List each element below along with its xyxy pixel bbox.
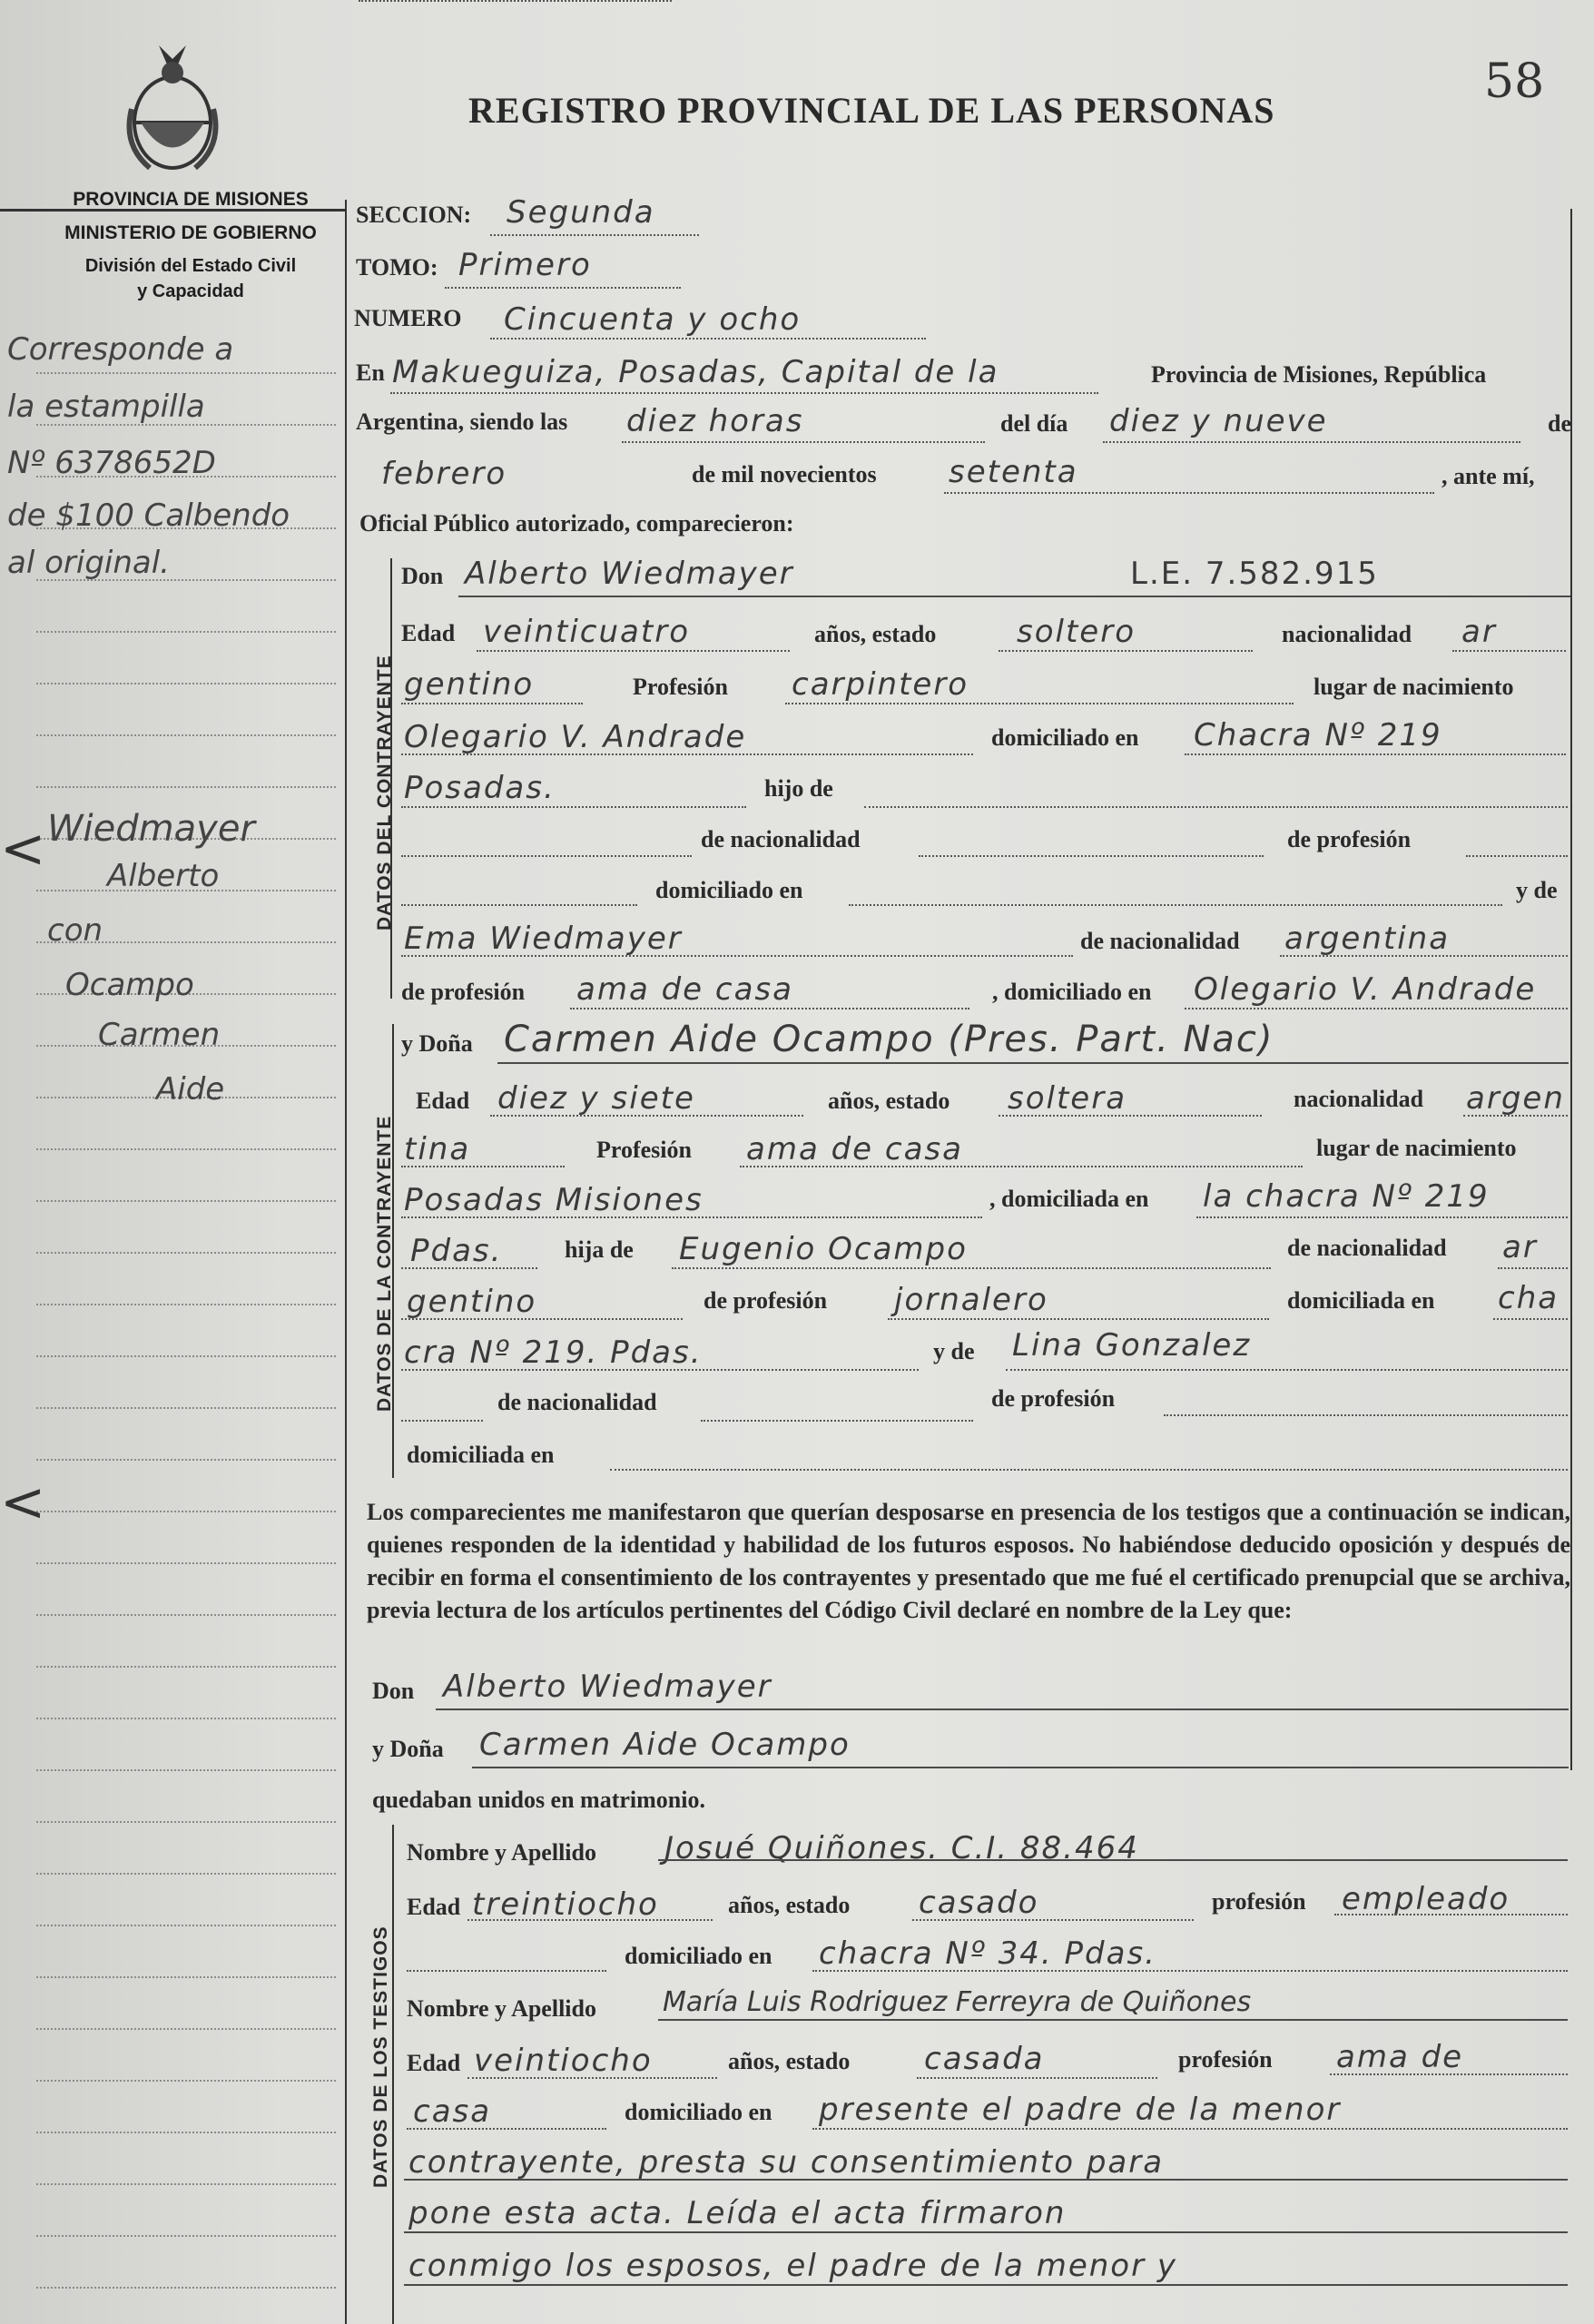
contrayente-section-label: DATOS DEL CONTRAYENTE	[374, 655, 395, 931]
page-title: REGISTRO PROVINCIAL DE LAS PERSONAS	[468, 90, 1275, 131]
margin-line	[36, 1873, 336, 1875]
domicilio-line	[1185, 753, 1566, 755]
note-rule	[404, 2179, 1568, 2181]
t1-dom-line	[812, 1970, 1568, 1972]
anio-line	[944, 492, 1434, 494]
anio-value: setenta	[949, 454, 1078, 490]
f-madre-prof-line	[1164, 1414, 1568, 1416]
domicilio-value: Chacra Nº 219	[1194, 717, 1442, 753]
margin-line	[36, 683, 336, 684]
don-label: Don	[401, 563, 444, 589]
margin-line	[36, 631, 336, 633]
margin-note-line: Nº 6378652D	[7, 445, 216, 481]
de-label: de	[1548, 410, 1571, 437]
f-domicilio-line	[1196, 1216, 1568, 1218]
margin-note-line: la estampilla	[7, 389, 205, 425]
f-y-de-label: y de	[933, 1338, 975, 1364]
f-padre-line	[672, 1267, 1271, 1269]
numero-line	[490, 338, 926, 340]
margin-line	[36, 1666, 336, 1668]
f-lugar-label: lugar de nacimiento	[1316, 1135, 1517, 1161]
f-name-line	[497, 1062, 1569, 1064]
en-label: En	[356, 359, 385, 386]
margin-note-line: al original.	[7, 545, 170, 581]
f-estado-line	[999, 1115, 1262, 1117]
f-padre-dom-line	[1493, 1318, 1568, 1320]
margin-name-line: Ocampo	[65, 967, 194, 1003]
t1-dom-label: domiciliado en	[625, 1943, 772, 1969]
hora-value: diez horas	[626, 403, 804, 439]
f-lugar-value: Posadas Misiones	[404, 1182, 704, 1218]
margin-line	[36, 1511, 336, 1512]
f-nacionalidad-cont: tina	[404, 1131, 471, 1167]
contrayente-f-name: Carmen Aide Ocampo (Pres. Part. Nac)	[504, 1019, 1274, 1060]
margin-line	[36, 2080, 336, 2082]
testigos-section-label: DATOS DE LOS TESTIGOS	[370, 1925, 391, 2188]
madre-prof-line	[570, 1008, 969, 1009]
margin-line	[36, 1769, 336, 1771]
margin-name-line: con	[47, 912, 103, 949]
f-anios-estado-label: años, estado	[828, 1088, 950, 1114]
t2-prof-label: profesión	[1178, 2046, 1273, 2073]
madre-nac-label: de nacionalidad	[1080, 928, 1240, 954]
f-padre-value: Eugenio Ocampo	[679, 1231, 968, 1267]
profesion-value: carpintero	[792, 666, 969, 703]
f-padre-dom-value: cha	[1498, 1280, 1560, 1316]
padre-nac-label: de nacionalidad	[701, 826, 861, 852]
f-domicilio-value: la chacra Nº 219	[1203, 1178, 1490, 1215]
estado-value: soltero	[1017, 614, 1136, 650]
t1-dom-value: chacra Nº 34. Pdas.	[819, 1935, 1156, 1972]
argentina-label: Argentina, siendo las	[356, 409, 568, 435]
t2-note-line: pone esta acta. Leída el acta firmaron	[408, 2195, 1067, 2231]
madre-line	[401, 955, 1073, 957]
profesion-line	[785, 703, 1294, 704]
margin-name-line: Alberto	[107, 858, 220, 894]
t1-nombre-value: Josué Quiñones. C.I. 88.464	[664, 1830, 1139, 1866]
ministry-label: MINISTERIO DE GOBIERNO	[64, 222, 317, 243]
f-madre-line	[1006, 1369, 1568, 1371]
madre-prof-label: de profesión	[401, 979, 526, 1005]
madre-dom-value: Olegario V. Andrade	[1194, 971, 1537, 1008]
tomo-line	[445, 287, 681, 289]
margin-name-line: Wiedmayer	[47, 808, 255, 850]
margin-line	[36, 1976, 336, 1978]
f-padre-dom-cont-line	[401, 1369, 919, 1371]
nacionalidad-line-cont	[401, 703, 583, 704]
margin-line	[36, 2183, 336, 2185]
y-de-label: y de	[1516, 877, 1558, 903]
f-estado-value: soltera	[1008, 1080, 1127, 1117]
provincia-label: Provincia de Misiones, República	[1151, 361, 1487, 388]
margin-line	[36, 372, 336, 374]
margin-line	[36, 1200, 336, 1202]
margin-bracket-mark: <	[0, 817, 46, 881]
t2-dom-label: domiciliado en	[625, 2099, 772, 2125]
coat-of-arms-icon	[123, 36, 222, 172]
margin-bracket-mark: <	[0, 1471, 46, 1534]
decl-dona-value: Carmen Aide Ocampo	[479, 1727, 851, 1763]
margin-line	[36, 1718, 336, 1719]
testigos-bracket	[392, 1825, 394, 2324]
declaration-paragraph: Los comparecientes me manifestaron que querían desposarse en presencia de los testigos que a continuación se indican, quienes responden de la identidad y habilidad de los futuros esposos. No habiéndose deducido oposición y después de recibir en forma el consentimiento de los contrayentes y presentado que me fué el certificado prenupcial que se archiva, previa lectura de los artículos pertinentes del Código Civil declaré en nombre de la Ley que:	[367, 1499, 1570, 1623]
f-padre-dom-label: domiciliada en	[1287, 1287, 1435, 1314]
madre-prof-value: ama de casa	[576, 971, 793, 1008]
dia-value: diez y nueve	[1109, 403, 1328, 439]
mes-line	[359, 0, 672, 2]
f-nacionalidad-cont-line	[401, 1166, 565, 1167]
tomo-value: Primero	[458, 247, 592, 283]
domicilio-value-cont: Posadas.	[404, 770, 556, 806]
margin-line	[36, 1148, 336, 1150]
t1-estado-line	[912, 1919, 1194, 1921]
t1-nombre-label: Nombre y Apellido	[407, 1839, 596, 1866]
madre-value: Ema Wiedmayer	[404, 921, 683, 957]
contrayente-document: L.E. 7.582.915	[1130, 556, 1379, 592]
f-padre-nac-line	[1498, 1267, 1568, 1269]
t2-edad-label: Edad	[407, 2050, 461, 2076]
lugar-nacimiento-line	[401, 753, 973, 755]
hijo-label: hijo de	[764, 775, 833, 802]
f-padre-prof-value: jornalero	[894, 1282, 1048, 1318]
ante-label: , ante mí,	[1441, 463, 1535, 489]
padre-line	[864, 806, 1568, 808]
f-domiciliada-label: , domiciliada en	[989, 1186, 1149, 1212]
dia-line	[1103, 441, 1520, 443]
dona-label: y Doña	[401, 1030, 473, 1057]
anio-label: de mil novecientos	[692, 461, 877, 487]
margin-line	[36, 1304, 336, 1305]
edad-label: Edad	[401, 620, 456, 646]
margin-line	[36, 2235, 336, 2237]
f-padre-prof-label: de profesión	[704, 1287, 828, 1314]
mes-value: febrero	[381, 456, 507, 492]
t2-dom-line	[812, 2128, 1568, 2130]
decl-dona-line	[472, 1767, 1569, 1768]
nacionalidad-line	[1452, 650, 1566, 652]
margin-line	[36, 2132, 336, 2133]
padre-prof-line	[1466, 855, 1568, 857]
madre-dom-label: , domiciliado en	[992, 979, 1152, 1005]
margin-line	[36, 1614, 336, 1616]
t2-estado-label: años, estado	[728, 2048, 851, 2074]
oficial-label: Oficial Público autorizado, comparecieron:	[359, 510, 794, 537]
t1-nombre-line	[658, 1859, 1568, 1861]
f-profesion-line	[740, 1166, 1303, 1167]
edad-line	[477, 650, 790, 652]
t2-prof-cont-line	[407, 2128, 606, 2130]
note-rule	[404, 2231, 1568, 2233]
nacionalidad-label: nacionalidad	[1282, 621, 1412, 647]
margin-line	[36, 1821, 336, 1823]
t2-nombre-value: María Luis Rodriguez Ferreyra de Quiñones	[663, 1986, 1252, 2018]
margin-line	[36, 734, 336, 736]
f-edad-label: Edad	[416, 1088, 470, 1114]
f-padre-nac-cont-line	[401, 1318, 683, 1320]
t1-prof-line	[1334, 1914, 1568, 1915]
t2-nombre-line	[658, 2019, 1568, 2021]
margin-line	[36, 2287, 336, 2289]
f-madre-dom-label: domiciliada en	[407, 1442, 555, 1468]
margin-line	[36, 1562, 336, 1564]
edad-value: veinticuatro	[483, 614, 690, 650]
estado-line	[999, 650, 1253, 652]
domiciliado-label: domiciliado en	[991, 724, 1139, 751]
t1-prof-value: empleado	[1342, 1881, 1510, 1917]
t1-dom-blank	[407, 1970, 606, 1972]
f-domicilio-cont: Pdas.	[410, 1233, 503, 1269]
f-padre-dom-cont: cra Nº 219. Pdas.	[404, 1334, 703, 1371]
decl-don-value: Alberto Wiedmayer	[443, 1669, 772, 1705]
t2-note-line: contrayente, presta su consentimiento para	[408, 2144, 1165, 2181]
t1-edad-value: treintiocho	[472, 1886, 659, 1923]
division-label-2: y Capacidad	[137, 281, 244, 301]
t2-note-line: conmigo los esposos, el padre de la menor y	[408, 2248, 1177, 2284]
right-border	[1570, 209, 1572, 1770]
margin-line	[36, 1407, 336, 1409]
padre-dom-line	[849, 904, 1502, 906]
margin-note-line: de $100 Calbendo	[7, 497, 290, 534]
f-padre-nac-label: de nacionalidad	[1287, 1235, 1447, 1261]
anios-estado-label: años, estado	[814, 621, 937, 647]
hija-label: hija de	[565, 1236, 634, 1263]
f-madre-nac-blank	[401, 1420, 483, 1422]
seccion-value: Segunda	[507, 194, 655, 231]
margin-name-line: Aide	[156, 1071, 225, 1108]
f-edad-line	[490, 1115, 803, 1117]
f-madre-value: Lina Gonzalez	[1012, 1327, 1252, 1364]
margin-line	[36, 786, 336, 788]
lugar-value: Makueguiza, Posadas, Capital de la	[392, 354, 999, 390]
t1-estado-value: casado	[919, 1885, 1039, 1921]
t2-nombre-label: Nombre y Apellido	[407, 1995, 596, 2022]
margin-note-line: Corresponde a	[7, 331, 234, 368]
numero-value: Cincuenta y ocho	[504, 301, 802, 338]
t1-edad-label: Edad	[407, 1894, 461, 1920]
margin-line	[36, 1459, 336, 1461]
f-nacionalidad-value: argen	[1466, 1080, 1565, 1117]
madre-dom-line	[1185, 1008, 1568, 1009]
name-line	[458, 596, 1570, 597]
padre-nac-line	[919, 855, 1264, 857]
seccion-label: SECCION:	[356, 202, 472, 228]
f-lugar-line	[401, 1216, 982, 1218]
t2-edad-line	[467, 2077, 717, 2079]
f-nacionalidad-label: nacionalidad	[1294, 1086, 1424, 1112]
padre-dom-label: domiciliado en	[655, 877, 803, 903]
padre-prof-label: de profesión	[1287, 826, 1412, 852]
margin-line	[36, 1252, 336, 1254]
f-madre-dom-line	[610, 1469, 1568, 1471]
decl-don-line	[436, 1709, 1569, 1710]
numero-label: NUMERO	[354, 305, 462, 331]
lugar-nacimiento-label: lugar de nacimiento	[1314, 674, 1514, 700]
t2-prof-line	[1330, 2073, 1568, 2075]
t2-edad-value: veintiocho	[474, 2043, 653, 2079]
page-number: 58	[1484, 54, 1545, 109]
f-domicilio-cont-line	[401, 1267, 537, 1269]
margin-line	[36, 1925, 336, 1926]
note-rule	[404, 2284, 1568, 2286]
decl-dona-label: y Doña	[372, 1736, 444, 1762]
f-madre-nac-label: de nacionalidad	[497, 1389, 657, 1415]
domicilio-line-cont	[401, 806, 746, 808]
nacionalidad-value-cont: gentino	[404, 666, 535, 703]
nacionalidad-value: ar	[1461, 614, 1497, 650]
margin-border	[345, 200, 347, 2324]
t2-prof-value: ama de	[1336, 2039, 1464, 2075]
dia-label: del día	[1000, 410, 1068, 437]
hora-line	[622, 441, 985, 443]
f-padre-nac-cont: gentino	[407, 1284, 537, 1320]
f-profesion-label: Profesión	[596, 1137, 692, 1163]
province-label: PROVINCIA DE MISIONES	[73, 189, 309, 210]
margin-name-line: Carmen	[98, 1017, 221, 1053]
f-madre-prof-label: de profesión	[991, 1385, 1116, 1412]
madre-nac-line	[1280, 955, 1568, 957]
division-label: División del Estado Civil	[84, 256, 297, 276]
t1-edad-line	[467, 1919, 713, 1921]
tomo-label: TOMO:	[356, 254, 438, 281]
t1-estado-label: años, estado	[728, 1892, 851, 1918]
decl-don-label: Don	[372, 1678, 415, 1704]
padre-dom-blank	[401, 904, 637, 906]
profesion-label: Profesión	[633, 674, 728, 700]
contrayente-name: Alberto Wiedmayer	[465, 556, 794, 592]
lugar-line	[390, 392, 1098, 394]
f-madre-nac-line	[701, 1420, 973, 1422]
t2-estado-value: casada	[924, 2041, 1045, 2077]
lugar-nacimiento-value: Olegario V. Andrade	[404, 719, 747, 755]
t1-prof-label: profesión	[1212, 1888, 1306, 1915]
contrayente-f-section-label: DATOS DE LA CONTRAYENTE	[374, 1115, 395, 1412]
padre-blank-line	[401, 855, 692, 857]
seccion-line	[490, 234, 699, 236]
t2-prof-cont: casa	[413, 2093, 492, 2130]
madre-nac-value: argentina	[1284, 921, 1451, 957]
f-nacionalidad-line	[1463, 1115, 1568, 1117]
decl-closing: quedaban unidos en matrimonio.	[372, 1787, 705, 1813]
f-padre-prof-line	[888, 1318, 1269, 1320]
t2-dom-value: presente el padre de la menor	[819, 2092, 1342, 2128]
margin-line	[36, 2028, 336, 2030]
f-edad-value: diez y siete	[497, 1080, 695, 1117]
margin-line	[36, 1355, 336, 1357]
t2-estado-line	[917, 2077, 1157, 2079]
f-padre-nac-value: ar	[1502, 1229, 1538, 1265]
f-profesion-value: ama de casa	[746, 1131, 963, 1167]
